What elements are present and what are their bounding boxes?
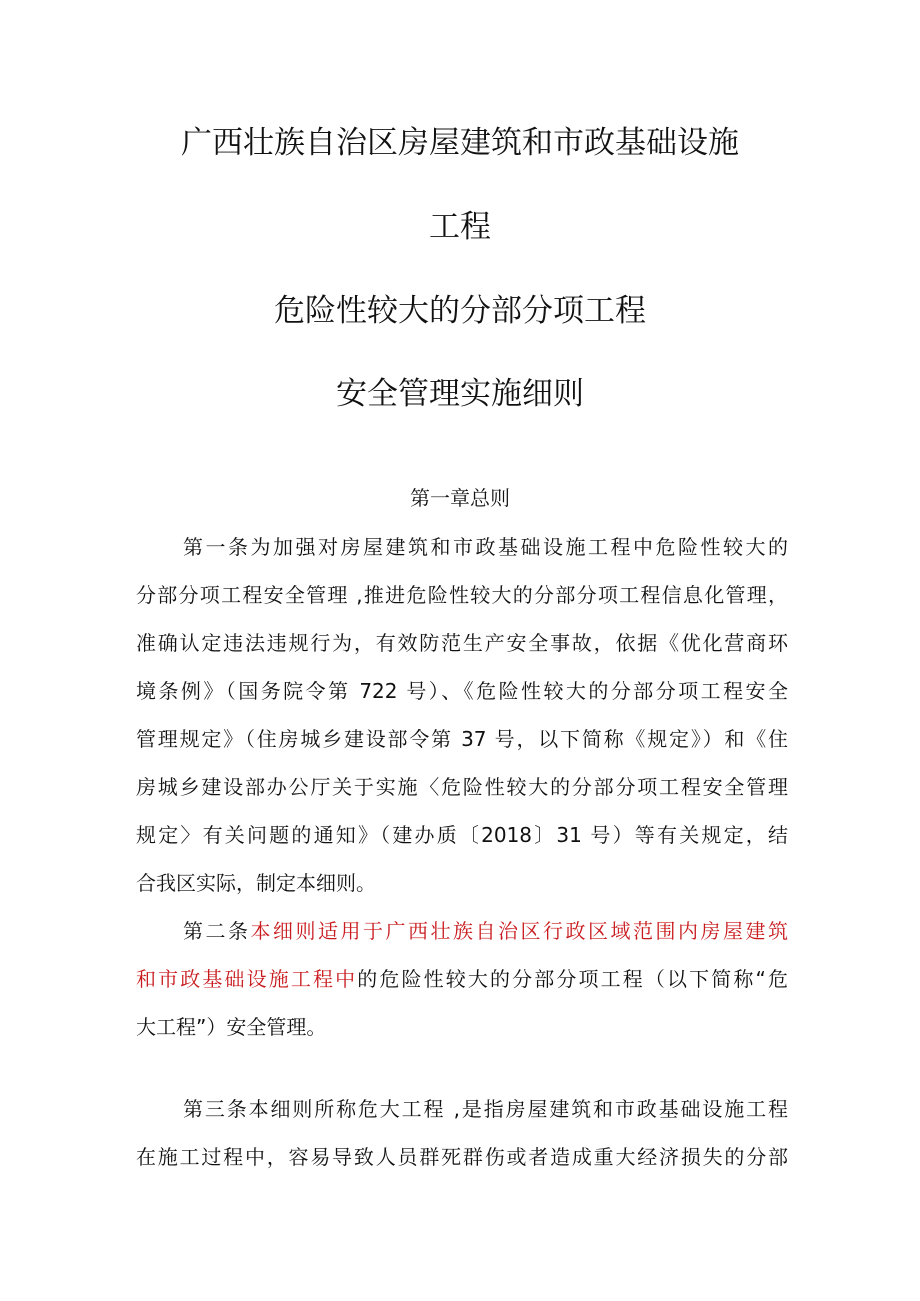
document-title-line-4: 安全管理实施细则 [336,376,584,412]
article-1-line-3: 准确认定违法违规行为，有效防范生产安全事故，依据《优化营商环 [136,631,788,655]
chapter-heading: 第一章总则 [410,486,510,510]
article-3-line-2: 在施工过程中，容易导致人员群死群伤或者造成重大经济损失的分部 [136,1145,788,1169]
article-2-line-1 [183,917,788,945]
article-1-line-6: 房城乡建设部办公厅关于实施〈危险性较大的分部分项工程安全管理 [136,775,788,799]
article-3-line-1: 第三条本细则所称危大工程 ,是指房屋建筑和市政基础设施工程 [183,1097,788,1121]
document-title-line-1: 广西壮族自治区房屋建筑和市政基础设施 [181,125,739,161]
article-2-line-3: 大工程”）安全管理。 [136,1015,327,1039]
article-1-line-8: 合我区实际，制定本细则。 [136,871,376,895]
article-1-line-1: 第一条为加强对房屋建筑和市政基础设施工程中危险性较大的 [183,535,788,559]
article-1-line-7: 规定〉有关问题的通知》（建办质〔2018〕31 号）等有关规定，结 [136,823,788,847]
document-title-line-2: 工程 [429,209,491,245]
article-2-highlight-1: 本细则适用于广西壮族自治区行政区域范围内房屋建筑 [250,919,788,943]
article-2-label: 第二条 [183,919,251,943]
article-1-line-2: 分部分项工程安全管理 ,推进危险性较大的分部分项工程信息化管理， [136,583,788,607]
article-1-line-4: 境条例》（国务院令第 722 号）、《危险性较大的分部分项工程安全 [136,679,788,703]
article-2-text-2: 的危险性较大的分部分项工程（以下简称“危 [357,967,788,991]
article-2-line-2 [136,965,788,993]
article-2-highlight-2: 和市政基础设施工程中 [136,967,358,991]
article-1-line-5: 管理规定》（住房城乡建设部令第 37 号，以下简称《规定》）和《住 [136,727,788,751]
document-title-line-3: 危险性较大的分部分项工程 [274,293,646,329]
